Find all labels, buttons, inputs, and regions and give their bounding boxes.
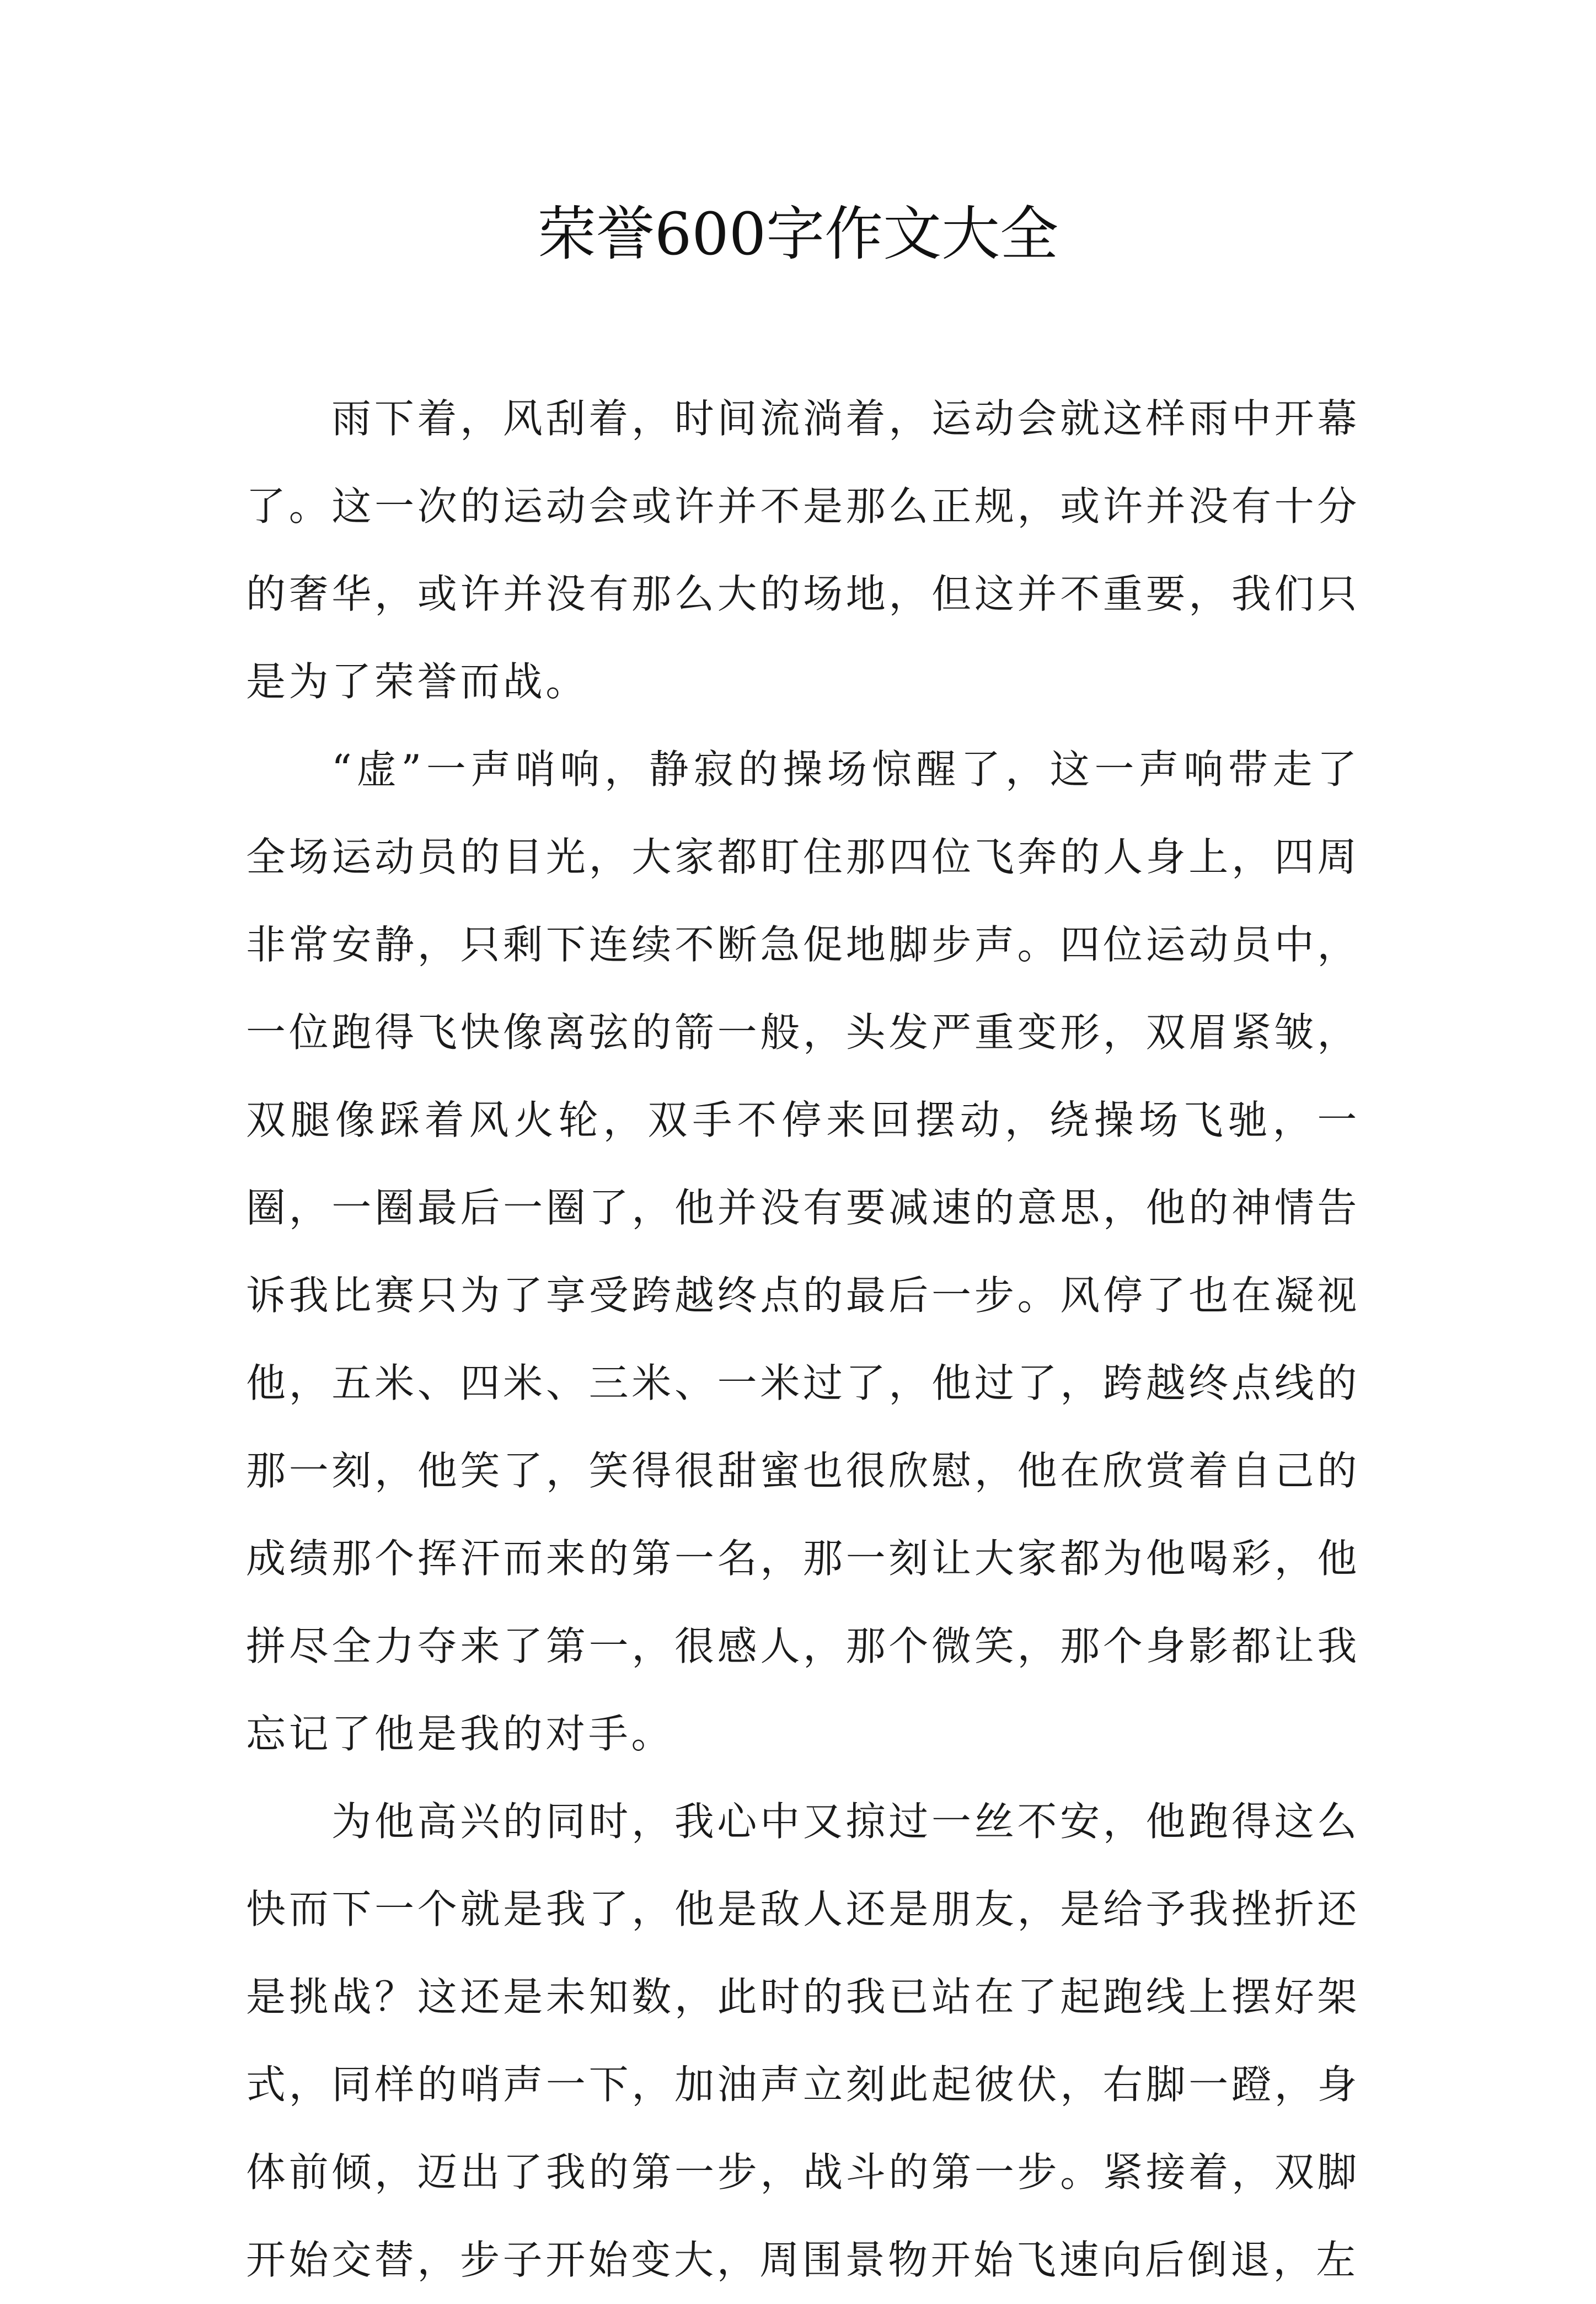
paragraph-3: 为他高兴的同时，我心中又掠过一丝不安，他跑得这么快而下一个就是我了，他是敌人还是朋友，是给予我挫折还是挑战？这还是未知数，此时的我已站在了起跑线上摆好架式，同样的哨声一下，加油声立刻此起彼伏，右脚一蹬，身体前倾，迈出了我的第一步，战斗的第一步。紧接着，双脚开始交替，步子开始变大，周围景物开始飞速向后倒退，左: [246, 1798, 1360, 2283]
paragraph-1: 雨下着，风刮着，时间流淌着，运动会就这样雨中开幕了。这一次的运动会或许并不是那么正规，或许并没有十分的奢华，或许并没有那么大的场地，但这并不重要，我们只是为了荣誉而战。: [246, 395, 1360, 705]
document-body: [246, 375, 1360, 2304]
document-title: 荣誉600字作文大全: [537, 200, 1059, 268]
paragraph-2: “虚”一声哨响，静寂的操场惊醒了，这一声响带走了全场运动员的目光，大家都盯住那四位飞奔的人身上，四周非常安静，只剩下连续不断急促地脚步声。四位运动员中，一位跑得飞快像离弦的箭一般，头发严重变形，双眉紧皱，双腿像踩着风火轮，双手不停来回摆动，绕操场飞驰，一圈，一圈最后一圈了，他并没有要减速的意思，他的神情告诉我比赛只为了享受跨越终点的最后一步。风停了也在凝视他，五米、四米、三米、一米过了，他过了，跨越终点线的那一刻，他笑了，笑得很甜蜜也很欣慰，他在欣赏着自己的成绩那个挥汗而来的第一名，那一刻让大家都为他喝彩，他拼尽全力夺来了第一，很感人，那个微笑，那个身影都让我忘记了他是我的对手。: [246, 746, 1360, 1757]
